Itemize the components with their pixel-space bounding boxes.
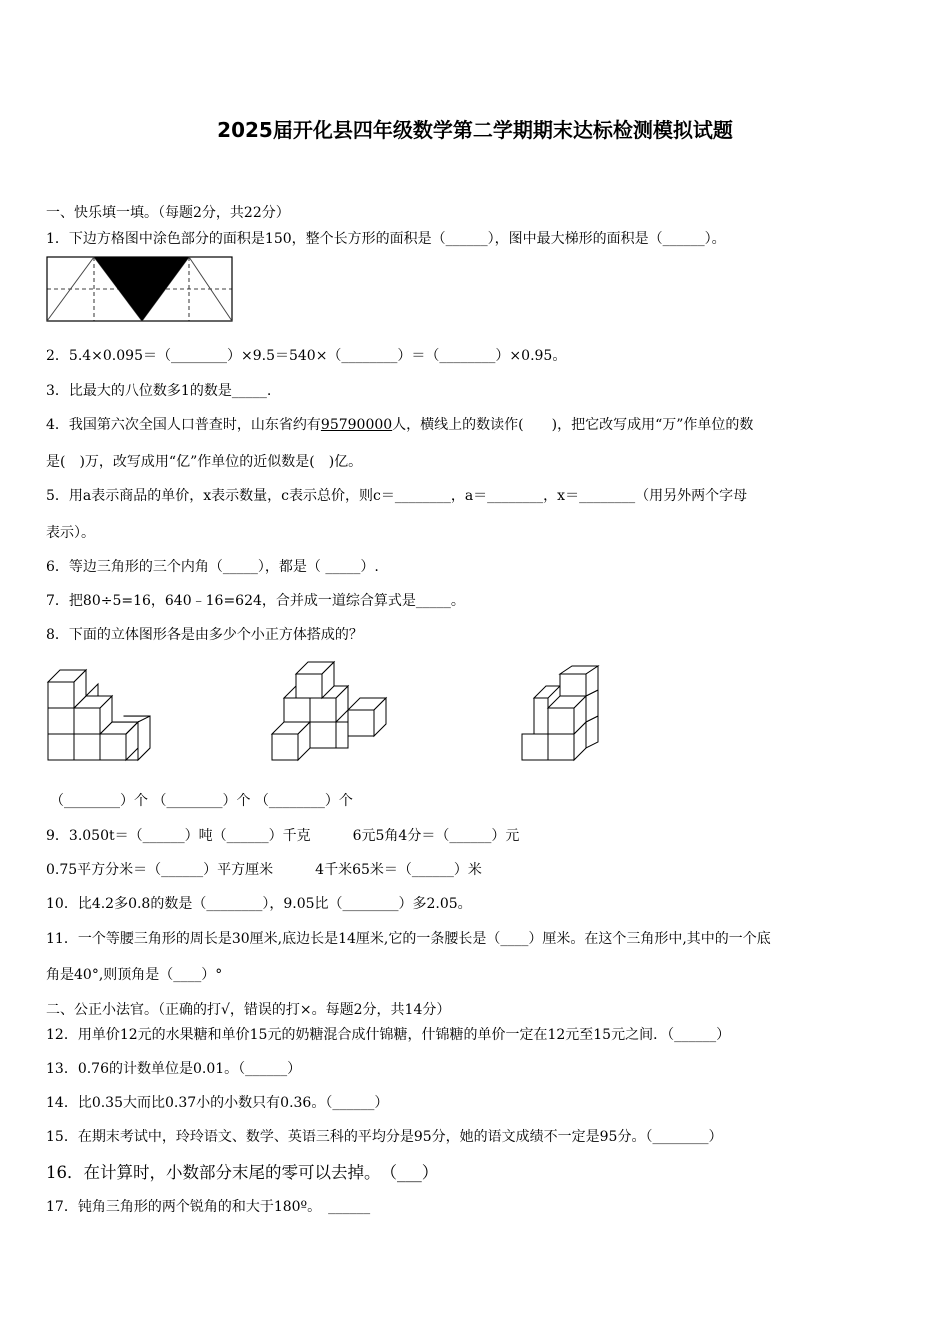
question-11-line-2: 角是40°,则顶角是（____）° bbox=[46, 967, 223, 983]
question-8-answers: （________）个 （________）个 （________）个 bbox=[50, 793, 353, 809]
section-2-heading: 二、公正小法官。（正确的打√，错误的打×。每题2分，共14分） bbox=[46, 1002, 451, 1018]
question-3: 3．比最大的八位数多1的数是_____. bbox=[46, 383, 272, 399]
question-5-line-2: 表示）。 bbox=[46, 525, 95, 541]
question-4-line-2: 是( )万，改写成用“亿”作单位的近似数是( )亿。 bbox=[46, 454, 363, 470]
question-13: 13．0.76的计数单位是0.01。（______） bbox=[46, 1061, 302, 1077]
cube-figure-2 bbox=[266, 652, 390, 766]
cube-figure-1 bbox=[40, 656, 170, 766]
page-title: 2025届开化县四年级数学第二学期期末达标检测模拟试题 bbox=[217, 118, 733, 142]
question-8: 8．下面的立体图形各是由多少个小正方体搭成的？ bbox=[46, 627, 363, 643]
question-4-text-a: 4．我国第六次全国人口普查时，山东省约有 bbox=[46, 417, 321, 433]
question-1: 1．下边方格图中涂色部分的面积是150，整个长方形的面积是（______），图中最大梯形的面积是（______）。 bbox=[46, 231, 726, 247]
question-6: 6．等边三角形的三个内角（_____），都是（ _____）. bbox=[46, 559, 379, 575]
question-4-text-b: 人，横线上的数读作( )，把它改写成用“万”作单位的数 bbox=[392, 417, 754, 433]
underlined-number: 95790000 bbox=[320, 417, 393, 433]
question-11-line-1: 11．一个等腰三角形的周长是30厘米,底边长是14厘米,它的一条腰长是（____）厘米。在这个三角形中,其中的一个底 bbox=[46, 931, 771, 947]
question-5-line-1: 5．用a表示商品的单价，x表示数量，c表示总价，则c＝________，a＝________，x＝________（用另外两个字母 bbox=[46, 488, 748, 504]
question-2: 2．5.4×0.095＝（________）×9.5＝540×（________）＝（________）×0.95。 bbox=[46, 348, 567, 364]
question-9-line-2: 0.75平方分米＝（______）平方厘米 4千米65米＝（______）米 bbox=[46, 862, 482, 878]
section-1-heading: 一、快乐填一填。（每题2分，共22分） bbox=[46, 205, 290, 221]
question-16: 16．在计算时，小数部分末尾的零可以去掉。 （___） bbox=[46, 1163, 439, 1182]
question-12: 12．用单价12元的水果糖和单价15元的奶糖混合成什锦糖，什锦糖的单价一定在12元至15元之间．（______） bbox=[46, 1027, 731, 1043]
question-7: 7．把80÷5=16，640﹣16=624，合并成一道综合算式是_____。 bbox=[46, 593, 465, 609]
question-10: 10．比4.2多0.8的数是（________），9.05比（________）多2.05。 bbox=[46, 896, 472, 912]
question-4-line-1 bbox=[46, 414, 753, 434]
question-14: 14．比0.35大而比0.37小的小数只有0.36。（______） bbox=[46, 1095, 389, 1111]
cube-figure-3 bbox=[516, 660, 606, 766]
question-17: 17．钝角三角形的两个锐角的和大于180º。 ______ bbox=[46, 1199, 371, 1215]
question-15: 15．在期末考试中，玲玲语文、数学、英语三科的平均分是95分，她的语文成绩不一定是95分。（________） bbox=[46, 1129, 723, 1145]
question-9-line-1: 9．3.050t＝（______）吨（______）千克 6元5角4分＝（______）元 bbox=[46, 828, 520, 844]
grid-figure bbox=[46, 256, 234, 323]
